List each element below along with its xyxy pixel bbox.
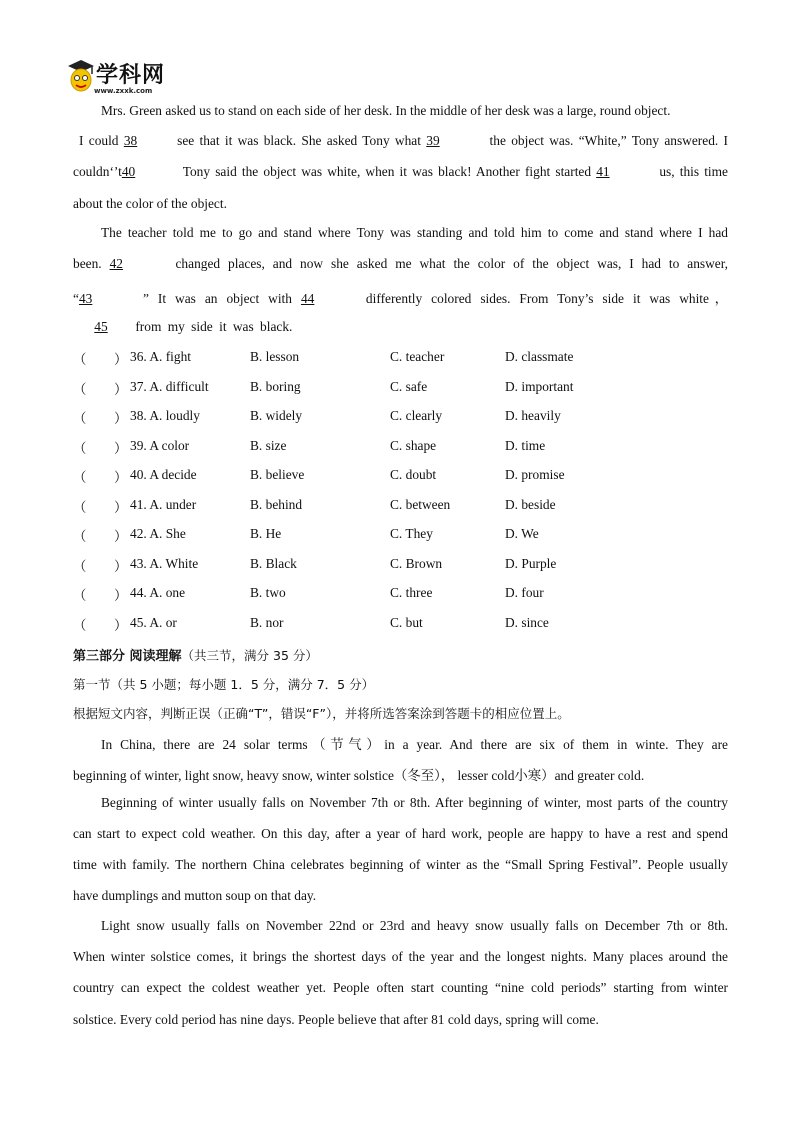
option-c[interactable]: C. three [390,585,433,600]
option-d[interactable]: D. classmate [505,349,574,364]
site-logo [66,56,206,100]
cloze-line-1: Mrs. Green asked us to stand on each side of her desk. In the middle of her desk was a large, round object. [101,103,671,118]
section-title: 第三部分 阅读理解 [73,649,182,664]
reading-p2-line-1: Beginning of winter usually falls on November 7th or 8th. After beginning of winter, most parts of the country [101,795,728,810]
option-a[interactable]: 41. A. under [130,497,197,512]
option-d[interactable]: D. time [505,438,546,453]
option-c[interactable]: C. shape [390,438,437,453]
answer-paren-open[interactable]: （ [73,500,87,515]
option-c[interactable]: C. but [390,615,423,630]
reading-p1-line-1: In China, there are 24 solar terms（节气）in a year. And there are six of them in winte. They are [101,737,728,752]
blank-38[interactable]: 38 [123,133,138,148]
logo-name: 学科网 [96,63,166,88]
cloze-line-7: “43 ” It was an object with 44 differently colored sides. From Tony’s side it was white， [73,291,728,306]
blank-40[interactable]: 40 [121,164,136,179]
cloze-line-5: The teacher told me to go and stand where Tony was standing and told him to come and stand where I had [101,225,728,240]
reading-p2-line-4: have dumplings and mutton soup on that day. [73,888,317,903]
answer-paren-close: ） [114,500,128,515]
option-b[interactable]: B. lesson [250,349,300,364]
reading-p2-line-2: can start to expect cold weather. On this day, after a year of hard work, people are happy to have a rest and spend [73,826,728,841]
option-a[interactable]: 37. A. difficult [130,379,209,394]
answer-paren-open[interactable]: （ [73,411,87,426]
option-a[interactable]: 45. A. or [130,615,177,630]
subsection-heading: 第一节（共 5 小题；每小题 1．5 分，满分 7．5 分） [73,677,375,692]
answer-paren-close: ） [114,352,128,367]
option-a[interactable]: 40. A decide [130,467,197,482]
option-a[interactable]: 36. A. fight [130,349,192,364]
cloze-line-8: 45 from my side it was black. [73,319,728,335]
option-d[interactable]: D. beside [505,497,556,512]
blank-43[interactable]: 43 [78,291,93,306]
option-c[interactable]: C. safe [390,379,428,394]
reading-p3-line-4: solstice. Every cold period has nine days. People believe that after 81 cold days, spring will come. [73,1012,599,1027]
option-b[interactable]: B. boring [250,379,301,394]
option-b[interactable]: B. Black [250,556,297,571]
option-c[interactable]: C. Brown [390,556,443,571]
section-heading [73,645,728,664]
answer-paren-open[interactable]: （ [73,588,87,603]
option-a[interactable]: 39. A color [130,438,190,453]
option-d[interactable]: D. heavily [505,408,561,423]
option-c[interactable]: C. between [390,497,451,512]
reading-p2-line-3: time with family. The northern China celebrates beginning of winter as the “Small Spring Festival”. People usually [73,857,728,872]
answer-paren-open[interactable]: （ [73,470,87,485]
answer-paren-open[interactable]: （ [73,559,87,574]
option-a[interactable]: 44. A. one [130,585,186,600]
section-title-note: （共三节，满分 35 分） [181,648,318,663]
option-c[interactable]: C. doubt [390,467,437,482]
option-a[interactable]: 38. A. loudly [130,408,200,423]
option-c[interactable]: C. clearly [390,408,443,423]
answer-paren-close: ） [114,559,128,574]
option-b[interactable]: B. He [250,526,282,541]
blank-45[interactable]: 45 [94,319,108,334]
option-b[interactable]: B. nor [250,615,284,630]
answer-paren-close: ） [114,411,128,426]
reading-p3-line-3: country can expect the coldest weather yet. People often start counting “nine cold periods” starting from winter [73,980,728,995]
option-b[interactable]: B. widely [250,408,303,423]
option-b[interactable]: B. two [250,585,286,600]
option-c[interactable]: C. teacher [390,349,445,364]
answer-paren-open[interactable]: （ [73,529,87,544]
reading-p1-line-2: beginning of winter, light snow, heavy snow, winter solstice（冬至）， lesser cold小寒）and greater cold. [73,768,645,783]
answer-paren-close: ） [114,441,128,456]
reading-p3-line-1: Light snow usually falls on November 22nd or 23rd and heavy snow usually falls on December 7th or 8th. [101,918,728,933]
option-a[interactable]: 43. A. White [130,556,199,571]
cloze-line-2: I could 38 see that it was black. She asked Tony what 39 the object was. “White,” Tony answered. I [79,133,729,148]
answer-paren-open[interactable]: （ [73,618,87,633]
mascot-icon [66,56,96,96]
option-b[interactable]: B. behind [250,497,303,512]
option-d[interactable]: D. important [505,379,574,394]
option-d[interactable]: D. promise [505,467,565,482]
option-b[interactable]: B. believe [250,467,305,482]
blank-44[interactable]: 44 [300,291,315,306]
blank-42[interactable]: 42 [109,256,123,271]
blank-39[interactable]: 39 [426,133,440,148]
reading-p3-line-2: When winter solstice comes, it brings the shortest days of the year and the longest nights. Many places around the [73,949,728,964]
answer-paren-close: ） [114,529,128,544]
answer-paren-open[interactable]: （ [73,352,87,367]
logo-url: www.zxxk.com [94,87,153,95]
option-d[interactable]: D. Purple [505,556,557,571]
option-c[interactable]: C. They [390,526,433,541]
answer-paren-open[interactable]: （ [73,382,87,397]
option-d[interactable]: D. We [505,526,539,541]
answer-paren-close: ） [114,618,128,633]
cloze-line-3: couldn‘’t40 Tony said the object was white, when it was black! Another fight started 41 us, this time [73,164,728,179]
cloze-line-6: been. 42 changed places, and now she asked me what the color of the object was, I had to answer, [73,256,728,271]
instructions: 根据短文内容，判断正误（正确“T”，错误“F”），并将所选答案涂到答题卡的相应位置上。 [73,706,570,721]
answer-paren-open[interactable]: （ [73,441,87,456]
answer-paren-close: ） [114,470,128,485]
option-b[interactable]: B. size [250,438,287,453]
option-a[interactable]: 42. A. She [130,526,186,541]
option-d[interactable]: D. since [505,615,549,630]
option-d[interactable]: D. four [505,585,544,600]
answer-paren-close: ） [114,588,128,603]
cloze-line-4: about the color of the object. [73,196,227,211]
blank-41[interactable]: 41 [596,164,610,179]
answer-paren-close: ） [114,382,128,397]
